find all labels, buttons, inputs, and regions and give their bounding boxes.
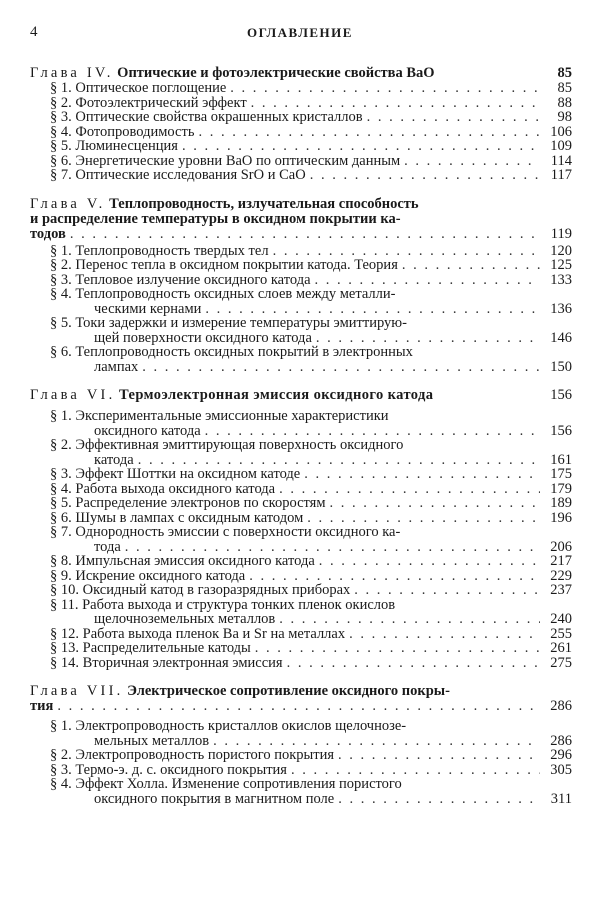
leader-dots: [198, 125, 540, 140]
leader-dots: [70, 227, 540, 241]
leader-dots: [249, 569, 540, 584]
toc-entry: [50, 583, 572, 598]
section-page: 88: [557, 94, 572, 111]
chapter-heading: [30, 197, 572, 241]
page-header: [30, 24, 570, 44]
chapter-page: 119: [550, 225, 572, 242]
section-number: § 6.: [50, 152, 72, 169]
toc-entry: [50, 81, 572, 96]
section-number: § 13.: [50, 640, 79, 656]
table-of-contents: [30, 66, 572, 820]
section-number: § 1.: [50, 80, 72, 96]
chapter-heading: [30, 66, 572, 81]
toc-entry: [50, 482, 572, 497]
section-page: 237: [550, 582, 572, 598]
toc-entry: [50, 409, 572, 438]
section-title-cont: ческими кернами: [94, 300, 202, 317]
section-title: Однородность эмиссии с поверхности оксидного ка-: [75, 524, 401, 540]
section-page: 117: [550, 167, 572, 183]
section-page: 275: [550, 654, 572, 671]
section-number: § 1.: [50, 718, 72, 734]
section-title-cont: мельных металлов: [94, 732, 210, 749]
section-number: § 4.: [50, 123, 72, 140]
toc-entry: [50, 287, 572, 316]
leader-dots: [404, 154, 540, 169]
section-title: Электропроводность пористого покрытия: [75, 747, 335, 763]
toc-entry: [50, 598, 572, 627]
section-title: Люминесценция: [75, 138, 178, 154]
toc-entry: [50, 554, 572, 569]
section-title: Оптические исследования SrO и CaO: [75, 167, 306, 183]
section-title: Токи задержки и измерение температуры эмиттирую-: [75, 315, 407, 331]
chapter-page: 85: [557, 65, 572, 81]
leader-dots: [142, 360, 540, 375]
section-list: [30, 719, 572, 806]
leader-dots: [316, 331, 540, 346]
section-number: § 3.: [50, 466, 72, 482]
section-number: § 5.: [50, 495, 72, 511]
leader-dots: [182, 139, 540, 154]
toc-entry: [50, 258, 572, 273]
section-number: § 5.: [50, 315, 72, 331]
section-title: Термо-э. д. с. оксидного покрытия: [75, 761, 287, 778]
toc-entry: [50, 96, 572, 111]
leader-dots: [255, 641, 540, 656]
section-title-cont: оксидного катода: [94, 422, 201, 439]
chapter-label: Глава V.: [30, 195, 106, 212]
toc-entry: [50, 496, 572, 511]
toc-entry: [50, 641, 572, 656]
page-number: 4: [30, 24, 38, 40]
leader-dots: [279, 612, 540, 627]
chapter-label: Глава IV.: [30, 65, 114, 81]
section-title: Вторичная электронная эмиссия: [82, 654, 283, 671]
section-title: Эффективная эмиттирующая поверхность оксидного: [75, 437, 404, 453]
leader-dots: [273, 244, 540, 259]
section-title: Работа выхода и структура тонких пленок окислов: [82, 596, 396, 613]
section-title: Фотопроводимость: [75, 123, 195, 140]
section-page: 125: [550, 257, 572, 273]
section-page: 146: [550, 329, 572, 346]
toc-entry: [50, 139, 572, 154]
toc-entry: [50, 316, 572, 345]
leader-dots: [338, 792, 540, 807]
leader-dots: [304, 467, 540, 482]
section-page: 98: [557, 109, 572, 125]
section-title-cont: оксидного покрытия в магнитном поле: [94, 790, 335, 807]
leader-dots: [287, 656, 540, 671]
toc-entry: [50, 719, 572, 748]
leader-dots: [349, 627, 540, 642]
toc-entry: [50, 777, 572, 806]
leader-dots: [319, 554, 540, 569]
chapter-4: [30, 66, 572, 183]
section-page: 150: [550, 358, 572, 375]
section-number: § 3.: [50, 761, 72, 778]
toc-entry: [50, 244, 572, 259]
section-page: 196: [550, 509, 572, 526]
chapter-page: 156: [550, 387, 572, 403]
chapter-title: Теплопроводность, излучательная способность: [109, 195, 419, 212]
leader-dots: [354, 583, 540, 598]
section-page: 255: [550, 625, 572, 642]
running-title: ОГЛАВЛЕНИЕ: [247, 25, 353, 40]
toc-entry: [50, 345, 572, 374]
section-page: 106: [550, 123, 572, 140]
section-number: § 7.: [50, 524, 72, 540]
section-number: § 12.: [50, 625, 79, 642]
section-list: [30, 409, 572, 670]
toc-entry: [50, 525, 572, 554]
section-title-cont: щей поверхности оксидного катода: [94, 329, 312, 346]
toc-entry: [50, 569, 572, 584]
section-list: [30, 244, 572, 375]
section-title: Эффект Шоттки на оксидном катоде: [75, 466, 301, 482]
section-page: 85: [557, 80, 572, 96]
chapter-heading: [30, 684, 572, 713]
leader-dots: [205, 424, 540, 439]
section-number: § 7.: [50, 167, 72, 183]
section-title: Теплопроводность оксидных покрытий в электронных: [75, 344, 413, 360]
section-title-cont: лампах: [94, 358, 139, 375]
chapter-title: Электрическое сопротивление оксидного покры-: [127, 683, 450, 699]
toc-entry: [50, 125, 572, 140]
section-title: Импульсная эмиссия оксидного катода: [75, 553, 315, 569]
chapter-6: [30, 388, 572, 670]
toc-entry: [50, 168, 572, 183]
section-number: § 6.: [50, 509, 72, 526]
section-page: 133: [550, 271, 572, 288]
section-number: § 11.: [50, 596, 79, 613]
section-page: 229: [550, 567, 572, 584]
chapter-title-cont: и распределение температуры в оксидном покрытии ка-: [30, 210, 401, 227]
toc-entry: [50, 438, 572, 467]
section-page: 136: [550, 300, 572, 317]
section-page: 240: [550, 611, 572, 627]
section-page: 161: [550, 451, 572, 468]
section-page: 175: [550, 466, 572, 482]
section-title: Эффект Холла. Изменение сопротивления пористого: [75, 776, 402, 792]
leader-dots: [402, 258, 540, 273]
toc-entry: [50, 110, 572, 125]
section-title: Работа выхода пленок Ba и Sr на металлах: [82, 625, 346, 642]
chapter-title: Оптические и фотоэлектрические свойства BaO: [117, 65, 435, 81]
section-title: Оптические свойства окрашенных кристаллов: [75, 109, 363, 125]
section-title: Теплопроводность твердых тел: [75, 242, 269, 259]
toc-entry: [50, 763, 572, 778]
section-title: Работа выхода оксидного катода: [75, 480, 276, 497]
section-title: Электропроводность кристаллов окислов щелочнозе-: [75, 718, 407, 734]
section-title: Искрение оксидного катода: [75, 567, 246, 584]
section-page: 217: [550, 553, 572, 569]
chapter-heading: [30, 388, 572, 403]
section-title: Теплопроводность оксидных слоев между металли-: [75, 286, 396, 302]
section-title: Распределительные катоды: [82, 640, 251, 656]
chapter-7: [30, 684, 572, 806]
toc-entry: [50, 154, 572, 169]
section-title: Шумы в лампах с оксидным катодом: [75, 509, 304, 526]
toc-entry: [50, 273, 572, 288]
section-page: 311: [550, 790, 572, 807]
leader-dots: [338, 748, 540, 763]
section-title-cont: тода: [94, 538, 121, 555]
leader-dots: [213, 734, 540, 749]
leader-dots: [57, 699, 540, 713]
leader-dots: [138, 453, 540, 468]
section-number: § 1.: [50, 408, 72, 424]
leader-dots: [279, 482, 540, 497]
section-page: 189: [550, 495, 572, 511]
section-number: § 8.: [50, 553, 72, 569]
section-title: Оптическое поглощение: [75, 80, 227, 96]
section-page: 156: [550, 422, 572, 439]
leader-dots: [307, 511, 540, 526]
section-title: Оксидный катод в газоразрядных приборах: [82, 582, 351, 598]
section-title: Распределение электронов по скоростям: [75, 495, 326, 511]
toc-entry: [50, 656, 572, 671]
toc-entry: [50, 627, 572, 642]
section-page: 109: [550, 138, 572, 154]
section-number: § 3.: [50, 271, 72, 288]
section-page: 286: [550, 732, 572, 749]
leader-dots: [315, 273, 540, 288]
chapter-title-cont: тодов: [30, 225, 66, 242]
section-page: 305: [550, 761, 572, 778]
section-title-cont: катода: [94, 451, 134, 468]
section-number: § 4.: [50, 776, 72, 792]
leader-dots: [125, 540, 540, 555]
section-number: § 2.: [50, 437, 72, 453]
section-number: § 10.: [50, 582, 79, 598]
section-page: 120: [550, 242, 572, 259]
leader-dots: [291, 763, 540, 778]
chapter-page: 286: [550, 698, 572, 714]
section-number: § 2.: [50, 94, 72, 111]
leader-dots: [251, 96, 540, 111]
section-number: § 4.: [50, 480, 72, 497]
section-page: 114: [550, 152, 572, 169]
section-page: 261: [550, 640, 572, 656]
section-list: [30, 81, 572, 183]
section-title-cont: щелочноземельных металлов: [94, 611, 276, 627]
section-title: Фотоэлектрический эффект: [75, 94, 247, 111]
section-number: § 1.: [50, 242, 72, 259]
section-number: § 14.: [50, 654, 79, 671]
section-number: § 6.: [50, 344, 72, 360]
leader-dots: [310, 168, 540, 183]
section-number: § 4.: [50, 286, 72, 302]
section-number: § 5.: [50, 138, 72, 154]
section-number: § 3.: [50, 109, 72, 125]
section-page: 206: [550, 538, 572, 555]
toc-entry: [50, 511, 572, 526]
section-number: § 9.: [50, 567, 72, 584]
section-number: § 2.: [50, 257, 72, 273]
section-title: Экспериментальные эмиссионные характеристики: [75, 408, 389, 424]
section-title: Энергетические уровни BaO по оптическим данным: [75, 152, 401, 169]
chapter-title: Термоэлектронная эмиссия оксидного катода: [119, 387, 434, 403]
leader-dots: [230, 81, 540, 96]
section-page: 296: [550, 747, 572, 763]
section-number: § 2.: [50, 747, 72, 763]
section-title: Перенос тепла в оксидном покрытии катода. Теория: [75, 257, 398, 273]
toc-entry: [50, 467, 572, 482]
leader-dots: [367, 110, 540, 125]
chapter-label: Глава VI.: [30, 387, 116, 403]
toc-entry: [50, 748, 572, 763]
leader-dots: [205, 302, 540, 317]
leader-dots: [330, 496, 540, 511]
section-page: 179: [550, 480, 572, 497]
chapter-title-cont: тия: [30, 698, 54, 714]
chapter-label: Глава VII.: [30, 683, 124, 699]
chapter-5: [30, 197, 572, 375]
section-title: Тепловое излучение оксидного катода: [75, 271, 311, 288]
